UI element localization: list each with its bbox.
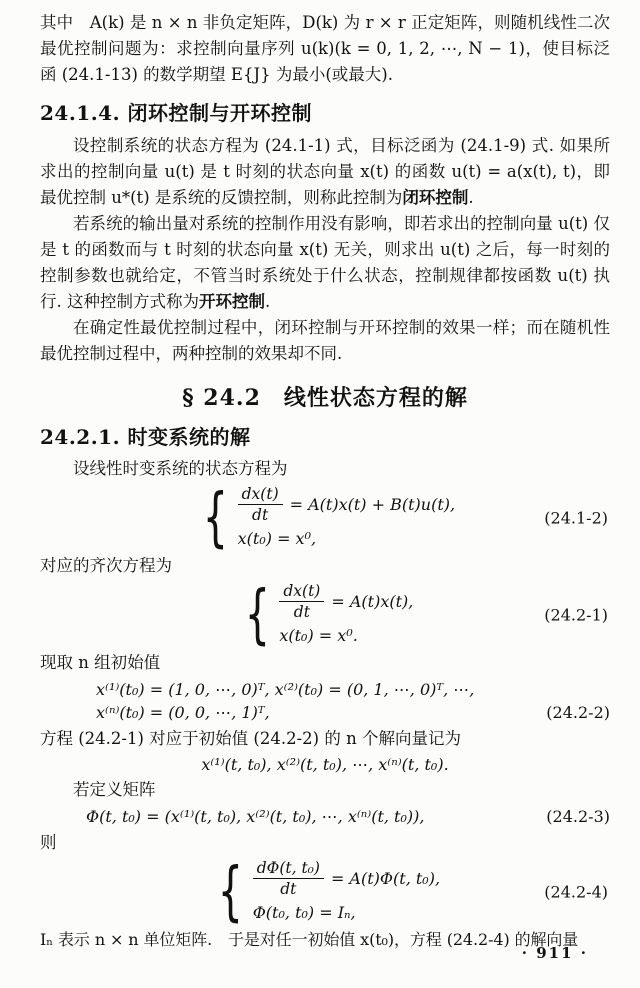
then-lead: 则	[40, 833, 57, 852]
closed-loop-text: 设控制系统的状态方程为 (24.1-1) 式，目标泛函为 (24.1-9) 式. 如果所求出的控制向量 u(t) 是 t 时刻的状态向量 x(t) 的函数 u(t) = a(x(t), t)，即最优控制 u*(t) 是系统的反馈控制，则称此控制为	[40, 136, 610, 207]
heading-24-1-4: 24.1.4. 闭环控制与开环控制	[40, 101, 313, 125]
homogeneous-lead: 对应的齐次方程为	[40, 556, 172, 575]
equation-line: x(t₀) = x⁰,	[237, 529, 317, 548]
equation-number: (24.2-4)	[544, 882, 608, 901]
fraction-denominator: dt	[280, 880, 297, 898]
equation-rhs: = A(t)x(t) + B(t)u(t),	[289, 495, 456, 514]
equation-line	[279, 582, 413, 621]
equation-24-2-1	[40, 577, 610, 652]
closed-loop-period: .	[468, 188, 474, 207]
fraction	[238, 485, 283, 524]
matrix-definition-lead: 若定义矩阵	[73, 780, 156, 799]
closed-loop-term: 闭环控制	[402, 188, 469, 207]
left-brace: {	[202, 480, 228, 555]
open-loop-period: .	[265, 292, 271, 311]
left-brace: {	[244, 577, 270, 652]
equation-number: (24.2-3)	[546, 807, 610, 826]
equation-line: x⁽¹⁾(t₀) = (1, 0, ⋯, 0)ᵀ, x⁽²⁾(t₀) = (0, 1, ⋯, 0)ᵀ, ⋯,	[96, 680, 475, 699]
fraction-numerator: dx(t)	[279, 582, 324, 602]
open-loop-text: 若系统的输出量对系统的控制作用没有影响，即若求出的控制向量 u(t) 仅是 t 的函数而与 t 时刻的状态向量 x(t) 无关，则求出 u(t) 之后，每一时刻的控制参数也就给定，不管当时系统处于什么状态，控制规律都按函数 u(t) 执行. 这种控制方式称为	[40, 214, 610, 311]
equation-24-2-4	[40, 854, 610, 929]
equation-24-2-3	[40, 805, 610, 828]
comparison-paragraph: 在确定性最优控制过程中，闭环控制与开环控制的效果一样；而在随机性最优控制过程中，两种控制的效果却不同.	[40, 318, 610, 363]
equation-24-1-2	[40, 480, 610, 555]
equation-number: (24.2-1)	[544, 605, 608, 624]
equation-24-2-2	[40, 678, 610, 724]
subsection-heading-24-2-1: 24.2.1. 时变系统的解	[40, 425, 251, 449]
equation-number: (24.1-2)	[544, 508, 608, 527]
left-brace: {	[217, 854, 243, 929]
closed-loop-paragraph	[40, 133, 610, 211]
equation-line	[238, 485, 455, 524]
equation-line: x(t₀) = x⁰.	[279, 626, 358, 645]
fraction-numerator: dΦ(t, t₀)	[253, 859, 324, 879]
fraction-denominator: dt	[252, 506, 269, 524]
open-loop-term: 开环控制	[199, 292, 265, 311]
solution-vectors-line: x⁽¹⁾(t, t₀), x⁽²⁾(t, t₀), ⋯, x⁽ⁿ⁾(t, t₀).	[201, 755, 449, 774]
fraction	[253, 859, 324, 898]
fraction-denominator: dt	[293, 603, 310, 621]
intro-paragraph: 其中 A(k) 是 n × n 非负定矩阵，D(k) 为 r × r 正定矩阵，则随机线性二次最优控制问题为：求控制向量序列 u(k)(k = 0, 1, 2, ⋯, N − 1)，使目标泛函 (24.1-13) 的数学期望 E{J} 为最小(或最大).	[40, 13, 610, 84]
equation-line: Φ(t, t₀) = (x⁽¹⁾(t, t₀), x⁽²⁾(t, t₀), ⋯, x⁽ⁿ⁾(t, t₀)),	[86, 807, 425, 826]
state-equation-lead: 设线性时变系统的状态方程为	[73, 459, 288, 478]
open-loop-paragraph	[40, 211, 610, 315]
equation-rhs: = A(t)x(t),	[331, 592, 414, 611]
equation-rhs: = A(t)Φ(t, t₀),	[330, 869, 441, 888]
equation-line: x⁽ⁿ⁾(t₀) = (0, 0, ⋯, 1)ᵀ,	[96, 703, 270, 722]
equation-line	[253, 859, 440, 898]
closing-paragraph: Iₙ 表示 n × n 单位矩阵. 于是对任一初始值 x(t₀)，方程 (24.2-4) 的解向量	[40, 930, 579, 949]
section-heading-24-2: § 24.2 线性状态方程的解	[182, 385, 468, 411]
equation-number: (24.2-2)	[546, 703, 610, 722]
solution-vectors-lead: 方程 (24.2-1) 对应于初始值 (24.2-2) 的 n 个解向量记为	[40, 729, 461, 748]
equation-line: Φ(t₀, t₀) = Iₙ,	[252, 903, 356, 922]
page-number: · 911 ·	[521, 944, 588, 962]
initial-values-lead: 现取 n 组初始值	[40, 653, 161, 672]
fraction-numerator: dx(t)	[238, 485, 283, 505]
fraction	[279, 582, 324, 621]
